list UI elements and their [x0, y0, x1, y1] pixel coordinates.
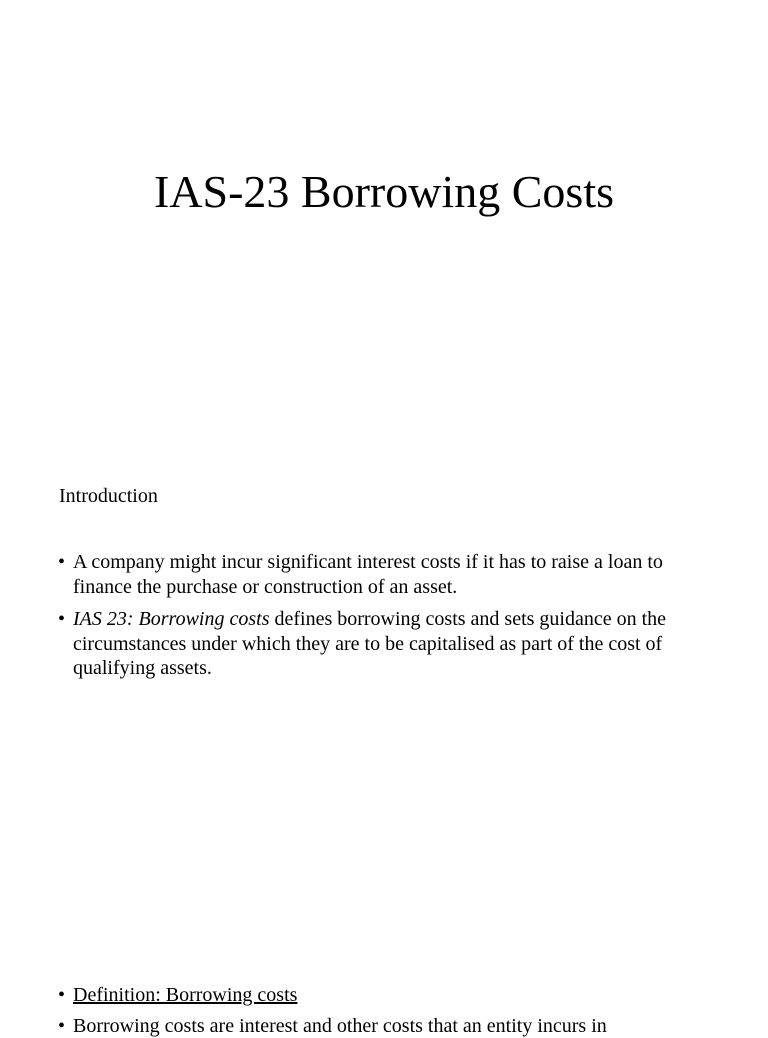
- standard-reference: IAS 23: Borrowing costs: [73, 608, 269, 630]
- bullet-marker: •: [58, 607, 65, 632]
- bullet-item: [58, 1014, 718, 1038]
- definition-heading: Definition: Borrowing costs: [73, 984, 297, 1006]
- bullet-text: defines borrowing costs and sets guidance on the circumstances under which they are to be capitalised as part of the cost of qualifying assets.: [73, 608, 666, 679]
- bullet-marker: •: [58, 983, 65, 1008]
- bullet-item: [58, 983, 718, 1008]
- bullet-text: Borrowing costs are interest and other costs that an entity incurs in: [73, 1015, 607, 1037]
- section-heading-introduction: Introduction: [59, 484, 158, 508]
- bullet-item: [58, 550, 718, 599]
- page-title: IAS-23 Borrowing Costs: [0, 162, 768, 222]
- introduction-bullet-list: [58, 550, 718, 681]
- bullet-marker: •: [58, 1014, 65, 1038]
- bullet-item: [58, 607, 718, 681]
- bullet-text: A company might incur significant interest costs if it has to raise a loan to finance the purchase or construction of an asset.: [73, 551, 663, 598]
- bullet-marker: •: [58, 550, 65, 575]
- definition-bullet-list: [58, 983, 718, 1038]
